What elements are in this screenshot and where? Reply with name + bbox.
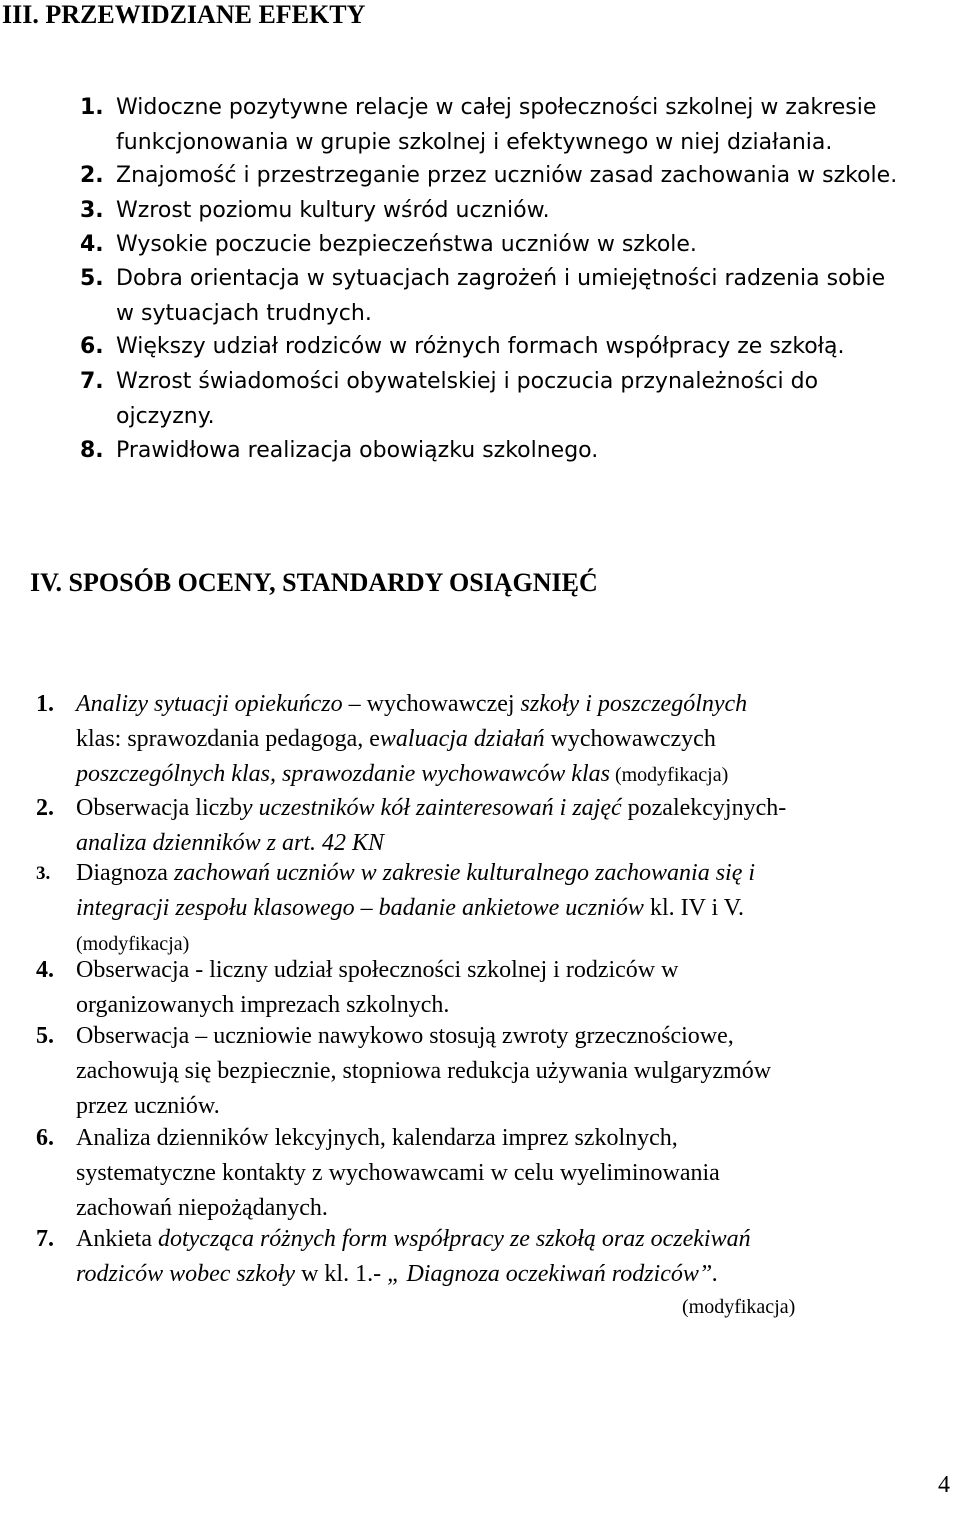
document-page: III. PRZEWIDZIANE EFEKTY 1. Widoczne pozytywne relacje w całej społeczności szkolnej w zakresie funkcjonowania w grupie szkolnej i efektywnego w niej działania. 2. Znajomość i przestrzeganie przez uczniów zasad zachowania w szkole. 3. Wzrost poziomu kultury wśród uczniów. 4. Wysokie poczucie bezpieczeństwa uczniów w szkole. 5. Dobra orientacja w sytuacjach zagrożeń i umiejętności radzenia sobie w sytuacjach trudnych. 6. Większy udział rodziców w różnych formach współpracy ze szkołą. 7. Wzrost świadomości obywatelskiej i poczucia przynależności do ojczyzny. 8. Prawidłowa realizacja obowiązku szkolnego. IV. SPOSÓB OCENY, STANDARDY OSIĄGNIĘĆ 1. Analizy sytuacji opiekuńczo – wychowawczej szkoły i poszczególnych klas: sprawozdania pedagoga, ewaluacja działań wychowawczych poszczególnych klas, sprawozdanie wychowawców klas (modyfikacja) 2. Obserwacja liczby uczestników kół zainteresowań i zajęć pozalekcyjnych- analiza dzienników z art. 42 KN 3. Diagnoza zachowań uczniów w zakresie kulturalnego zachowania się i integracji zespołu klasowego – badanie ankietowe uczniów kl. IV i V. (modyfikacja) 4. Obserwacja - liczny udział społeczności szkolnej i rodziców w organizowanych imprezach szkolnych. 5. Obserwacja – uczniowie nawykowo stosują zwroty grzecznościowe, zachowują się bezpiecznie, stopniowa redukcja używania wulgaryzmów przez uczniów. 6. Analiza dzienników lekcyjnych, kalendarza imprez szkolnych, systematyczne kontakty z wychowawcami w celu wyeliminowania zachowań niepożądanych. 7. Ankieta dotycząca różnych form współpracy ze szkołą oraz oczekiwań rodziców wobec szkoły w kl. 1.- „ Diagnoza oczekiwań rodziców”. (modyfikacja) 4 (2, 0, 950, 1498)
modification-note: (modyfikacja) (682, 1296, 796, 1318)
section-4-title: IV. SPOSÓB OCENY, STANDARDY OSIĄGNIĘĆ (30, 568, 598, 597)
page-number: 4 (938, 1472, 950, 1498)
section-3-title: III. PRZEWIDZIANE EFEKTY (2, 0, 366, 29)
